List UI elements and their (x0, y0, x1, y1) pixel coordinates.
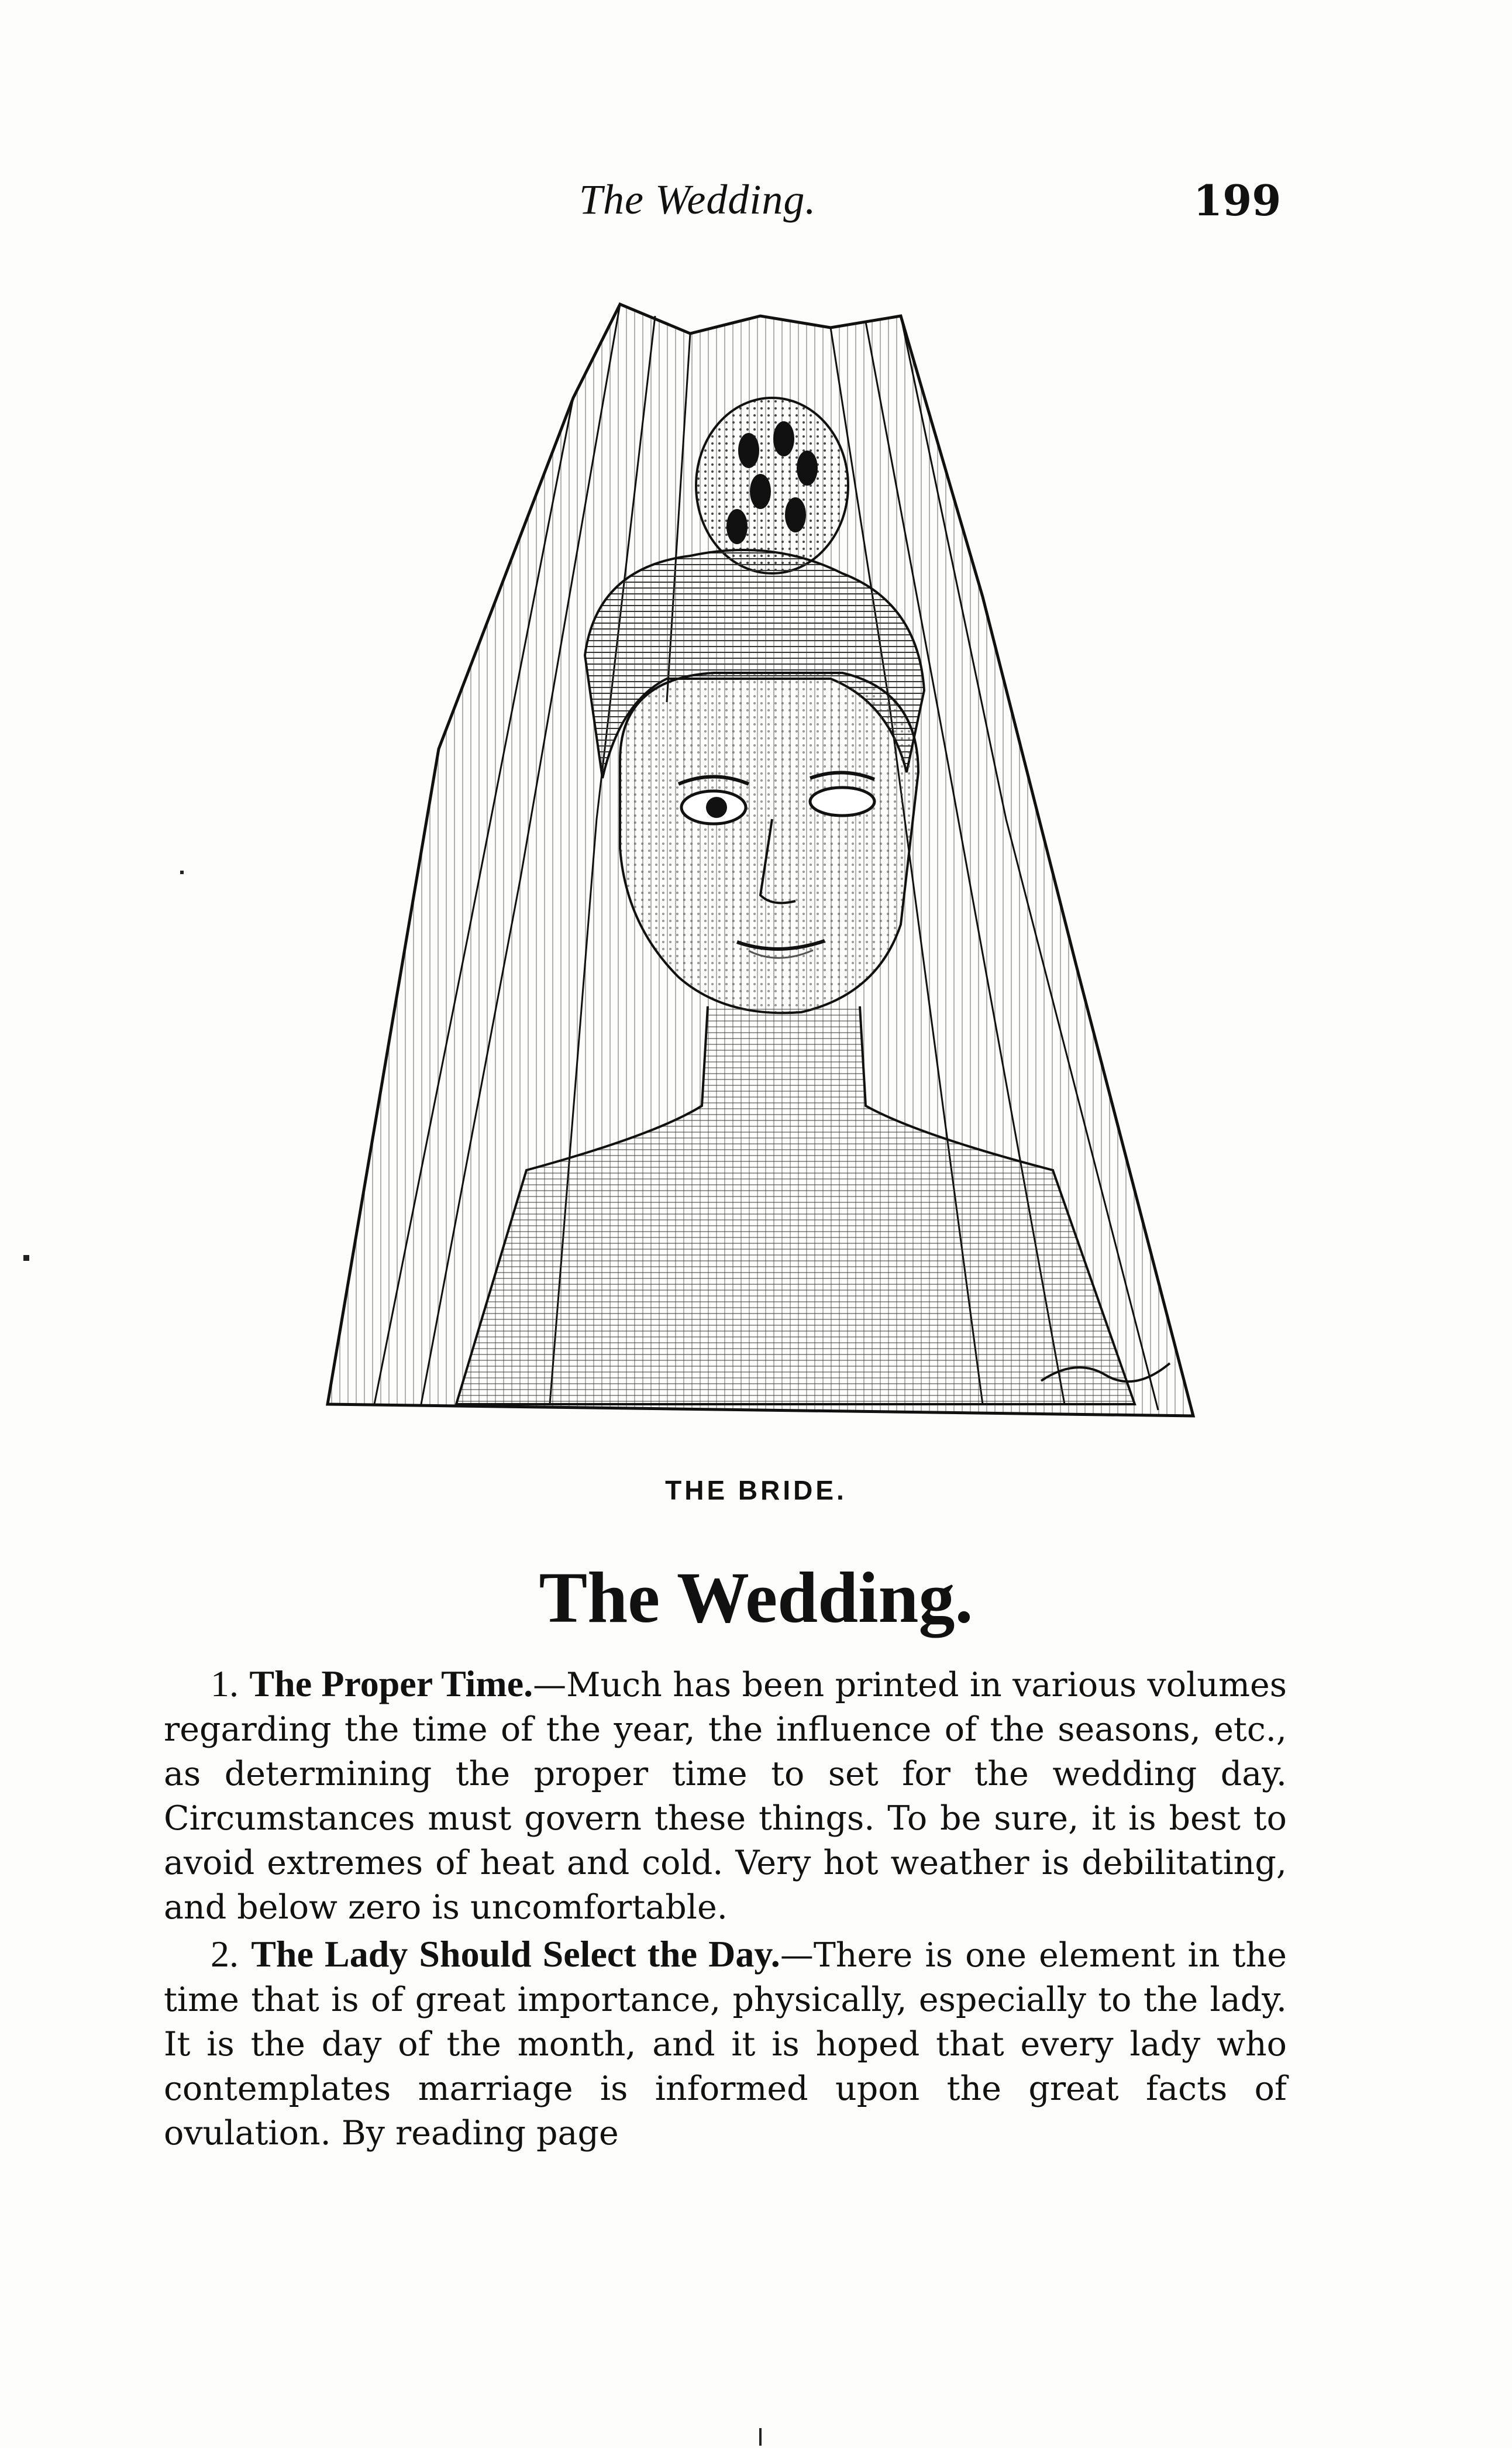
paragraph-text: —Much has been printed in various volumes regarding the time of the year, the influence of the seasons, etc., as determining the proper time to set for the wedding day. Circumstances must govern these things. To be sure, it is best to avoid extremes of heat and cold. Very hot weather is debilitating, and below zero is uncomfortable. (164, 1666, 1287, 1927)
running-head (0, 176, 1512, 234)
print-speck (180, 871, 184, 874)
flower-ornament (696, 398, 848, 573)
print-speck (23, 1255, 29, 1261)
bride-engraving-icon (246, 293, 1252, 1474)
chapter-title: The Wedding. (539, 1557, 973, 1638)
paragraph-text: —There is one element in the time that is of great importance, physically, especially to the lady. It is the day of the month, and it is hoped that every lady who contemplates marriage is informed upon the great facts of ovulation. By reading page (164, 1936, 1287, 2153)
paragraph-2 (164, 1932, 1287, 2155)
paragraph-heading: The Proper Time. (249, 1663, 533, 1704)
paragraph-number: 2. (211, 1933, 239, 1975)
body-text (164, 1662, 1287, 2158)
bride-illustration (246, 293, 1252, 1474)
paragraph-heading: The Lady Should Select the Day. (251, 1933, 780, 1975)
paragraph-1 (164, 1662, 1287, 1930)
paragraph-number: 1. (211, 1663, 239, 1704)
page-number: 199 (1193, 176, 1282, 225)
print-speck (759, 2428, 762, 2446)
figure-caption: THE BRIDE. (665, 1475, 847, 1505)
running-title: The Wedding. (579, 176, 817, 223)
